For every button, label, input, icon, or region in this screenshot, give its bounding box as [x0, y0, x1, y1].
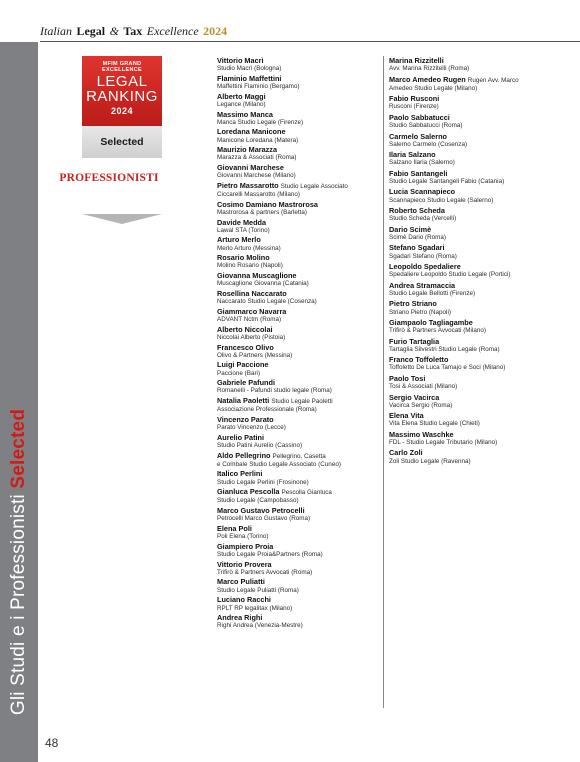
professional-name	[217, 290, 381, 298]
firm-name: Righi Andrea (Venezia-Mestre)	[217, 622, 303, 630]
professional-name-text: Luigi Paccione	[217, 360, 269, 370]
list-item	[217, 488, 381, 505]
badge-brand-logo: MFIM GRAND EXCELLENCE	[102, 61, 142, 73]
list-item	[217, 219, 381, 235]
professional-name-text: Italico Perlini	[217, 469, 263, 479]
badge-ribbon-fold	[82, 214, 162, 224]
professional-name	[217, 128, 381, 136]
badge-status: Selected	[82, 126, 162, 158]
badge-title-line1: LEGAL	[96, 73, 148, 90]
badge-title	[82, 74, 162, 104]
list-item	[217, 561, 381, 577]
list-item	[217, 578, 381, 594]
header-legal: Legal	[76, 24, 106, 38]
list-item	[217, 128, 381, 144]
firm-name: Avv. Marina Rizzitelli (Roma)	[389, 65, 470, 73]
professional-name-text: Leopoldo Spedaliere	[389, 262, 461, 272]
professional-name-text: Pietro Striano	[389, 299, 437, 309]
header-tax: Tax	[123, 24, 143, 38]
header-excellence: Excellence	[146, 24, 199, 38]
firm-name: Salzano Ilaria (Salerno)	[389, 159, 455, 167]
firm-name-start: Studio Legale Paoletti	[271, 398, 333, 406]
professional-name-text: Marina Rizzitelli	[389, 56, 444, 65]
page-header	[40, 22, 580, 42]
list-item	[217, 525, 381, 541]
professional-name-text: Carmelo Salerno	[389, 131, 447, 141]
professional-name	[389, 356, 554, 364]
list-item	[389, 300, 554, 316]
professional-name	[217, 397, 381, 406]
professional-name	[217, 111, 381, 119]
professional-name	[217, 164, 381, 172]
professional-name	[217, 236, 381, 244]
firm-name: Poli Elena (Torino)	[217, 533, 269, 541]
professional-name-text: Arturo Merlo	[217, 235, 261, 245]
professional-name	[389, 133, 554, 141]
firm-name: Ciccarelli Massarotto (Milano)	[217, 191, 300, 199]
professional-name	[217, 308, 381, 316]
firm-name: Vita Elena Studio Legale (Chieti)	[389, 420, 480, 428]
firm-name: Romanelli - Pafundi studio legale (Roma)	[217, 387, 332, 395]
header-year: 2024	[203, 24, 228, 38]
professional-name-text: Andrea Righi	[217, 613, 263, 623]
professional-name	[389, 338, 554, 346]
list-item	[217, 290, 381, 306]
firm-name: e Combale Studio Legale Associato (Cuneo)	[217, 460, 341, 468]
list-item	[389, 356, 554, 372]
professional-name-text: Maurizio Marazza	[217, 145, 278, 155]
list-item	[217, 93, 381, 109]
list-item	[217, 507, 381, 523]
professional-name-text: Aurelio Patini	[217, 432, 265, 442]
professional-name-text: Dario Scimè	[389, 224, 432, 234]
professional-name	[217, 470, 381, 478]
firm-name: Studio Sabbatucci (Roma)	[389, 122, 463, 130]
professional-name	[217, 219, 381, 227]
list-item	[389, 95, 554, 111]
professional-name-text: Marco Amedeo Rugen	[389, 74, 466, 84]
professional-name	[389, 57, 554, 65]
firm-name: Trifirò & Partners Avvocati (Roma)	[217, 568, 313, 576]
firm-name: Studio Macrì (Bologna)	[217, 65, 282, 73]
firm-name-start: Rugen Avv. Marco	[467, 76, 519, 84]
list-item	[389, 133, 554, 149]
list-item	[389, 114, 554, 130]
professional-name-text: Andrea Stramaccia	[389, 280, 456, 290]
professional-name	[389, 244, 554, 252]
list-item	[389, 375, 554, 391]
firm-name: Maffettini Flaminio (Bergamo)	[217, 83, 300, 91]
sidebar-text: Gli Studi e i Professionisti	[8, 494, 29, 716]
professional-name	[217, 434, 381, 442]
list-item	[217, 543, 381, 559]
list-item	[389, 57, 554, 73]
firm-name: Trifirò & Partners Avvocati (Milano)	[389, 327, 486, 335]
professional-name-text: Luciano Racchi	[217, 595, 271, 605]
professional-name-text: Marco Puliatti	[217, 577, 265, 587]
list-item	[389, 449, 554, 465]
professional-name-text: Gabriele Pafundi	[217, 378, 275, 388]
list-item	[217, 344, 381, 360]
firm-name: RPLT RP legalitax (Milano)	[217, 604, 293, 612]
professional-name-text: Lucia Scannapieco	[389, 187, 456, 197]
firm-name: Lawal STA (Torino)	[217, 226, 270, 234]
firm-name: Vacirca Sergio (Roma)	[389, 401, 453, 409]
firm-name: Naccarato Studio Legale (Cosenza)	[217, 298, 317, 306]
list-item	[217, 272, 381, 288]
column-divider	[383, 56, 384, 708]
professional-name-text: Flaminio Maffettini	[217, 73, 282, 83]
professional-name	[217, 254, 381, 262]
professional-name-text: Elena Vita	[389, 411, 424, 421]
professional-name	[389, 263, 554, 271]
professional-name	[217, 561, 381, 569]
professional-name-text: Aldo Pellegrino	[217, 450, 271, 460]
professional-name	[389, 375, 554, 383]
firm-name: Amedeo Studio Legale (Milano)	[389, 84, 478, 92]
professional-name-text: Davide Medda	[217, 217, 267, 227]
page-number: 48	[45, 736, 59, 750]
professional-name	[217, 614, 381, 622]
list-item	[389, 431, 554, 447]
list-item	[217, 614, 381, 630]
list-item	[217, 361, 381, 377]
list-item	[217, 452, 381, 469]
professional-name	[217, 525, 381, 533]
professional-name-text: Loredana Manicone	[217, 127, 286, 137]
list-item	[389, 412, 554, 428]
list-item	[217, 236, 381, 252]
header-amp: &	[109, 24, 119, 38]
list-item	[217, 596, 381, 612]
vertical-sidebar	[0, 42, 38, 762]
professional-name-text: Paolo Tosi	[389, 373, 426, 383]
professional-name	[389, 95, 554, 103]
list-item	[217, 434, 381, 450]
professional-name-text: Carlo Zoli	[389, 448, 423, 458]
list-item	[389, 338, 554, 354]
firm-name: Tosi & Associati (Milano)	[389, 383, 458, 391]
professional-name	[217, 543, 381, 551]
firm-name: Studio Legale Puliatti (Roma)	[217, 586, 299, 594]
professional-name-text: Cosimo Damiano Mastrorosa	[217, 199, 318, 209]
professional-name	[389, 114, 554, 122]
list-item	[389, 151, 554, 167]
header-prefix: Italian	[40, 24, 72, 38]
professional-name-text: Stefano Sgadari	[389, 243, 445, 253]
professional-name	[389, 207, 554, 215]
firm-name: Tartaglia Silvestri Studio Legale (Roma)	[389, 345, 500, 353]
professional-name	[389, 319, 554, 327]
list-item	[217, 397, 381, 414]
firm-name: Striano Pietro (Napoli)	[389, 308, 451, 316]
firm-name: Spedaliere Leopoldo Studio Legale (Portici)	[389, 271, 511, 279]
firm-name: Salerno Carmelo (Cosenza)	[389, 140, 468, 148]
firm-name: Molino Rosario (Napoli)	[217, 262, 283, 270]
professional-name-text: Alberto Niccolai	[217, 324, 273, 334]
list-item	[217, 111, 381, 127]
firm-name: Manca Studio Legale (Firenze)	[217, 118, 304, 126]
professional-name	[389, 170, 554, 178]
professional-name	[389, 449, 554, 457]
firm-name: Manicone Loredana (Matera)	[217, 136, 299, 144]
firm-name: Giovanni Marchese (Milano)	[217, 172, 296, 180]
firm-name: Studio Legale (Campobasso)	[217, 497, 299, 505]
list-item	[389, 170, 554, 186]
badge-title-line2: RANKING	[86, 88, 158, 105]
professional-name-text: Vincenzo Parato	[217, 414, 274, 424]
list-item	[217, 308, 381, 324]
section-label: PROFESSIONISTI	[59, 172, 159, 184]
list-item	[389, 263, 554, 279]
professional-name-text: Alberto Maggi	[217, 91, 266, 101]
firm-name: Sgadari Stefano (Roma)	[389, 252, 457, 260]
firm-name: Merlo Arturo (Messina)	[217, 244, 281, 252]
professional-name-text: Marco Gustavo Petrocelli	[217, 506, 305, 516]
professional-name	[217, 578, 381, 586]
professional-name-text: Giampiero Proia	[217, 541, 274, 551]
professional-name-text: Franco Toffoletto	[389, 355, 449, 365]
list-item	[217, 57, 381, 73]
firm-name: Mastrorosa & partners (Barletta)	[217, 208, 307, 216]
professional-name	[389, 76, 554, 85]
list-item	[389, 76, 554, 93]
professional-name	[217, 452, 381, 461]
professional-name	[217, 379, 381, 387]
professional-name	[217, 344, 381, 352]
list-item	[389, 226, 554, 242]
firm-name: Olivo & Partners (Messina)	[217, 351, 293, 359]
list-item	[217, 379, 381, 395]
sidebar-highlight: Selected	[8, 408, 29, 489]
firm-name: Petrocelli Marco Gustavo (Roma)	[217, 515, 311, 523]
list-item	[217, 75, 381, 91]
firm-name: Studio Legale Santangeli Fabio (Catania)	[389, 178, 505, 186]
professional-name	[217, 488, 381, 497]
list-item	[389, 188, 554, 204]
list-item	[217, 201, 381, 217]
professional-name	[217, 146, 381, 154]
professional-name	[217, 416, 381, 424]
firm-name: Zoli Studio Legale (Ravenna)	[389, 457, 471, 465]
professional-name	[389, 226, 554, 234]
list-item	[389, 319, 554, 335]
professional-name-text: Furio Tartaglia	[389, 336, 440, 346]
professional-name	[217, 93, 381, 101]
professional-name	[389, 412, 554, 420]
professional-name	[389, 394, 554, 402]
firm-name: Legance (Milano)	[217, 100, 266, 108]
professional-name	[217, 507, 381, 515]
professional-name	[217, 361, 381, 369]
list-item	[389, 282, 554, 298]
professional-name	[217, 182, 381, 191]
professional-name-text: Elena Poli	[217, 523, 252, 533]
firm-name: Paccione (Bari)	[217, 369, 261, 377]
firm-name: Studio Legale Proia&Partners (Roma)	[217, 550, 323, 558]
firm-name-start: Pescolla Gianluca	[281, 489, 332, 497]
firm-name: Scannapieco Studio Legale (Salerno)	[389, 196, 494, 204]
firm-name: Scimè Dario (Roma)	[389, 233, 447, 241]
firm-name: Studio Scheda (Vercelli)	[389, 215, 457, 223]
professional-name-text: Giovanni Marchese	[217, 163, 284, 173]
professional-name	[389, 431, 554, 439]
professional-name	[217, 596, 381, 604]
firm-name: Studio Legale Bellotti (Firenze)	[389, 289, 476, 297]
firm-name: FDL - Studio Legale Tributario (Milano)	[389, 439, 498, 447]
firm-name-start: Pellegrino, Casetta	[272, 452, 326, 460]
professional-name-text: Vittorio Provera	[217, 559, 272, 569]
professional-name	[217, 75, 381, 83]
badge-year: 2024	[110, 106, 134, 116]
firm-name: ADVANT Nctm (Roma)	[217, 316, 282, 324]
firm-name: Associazione Professionale (Roma)	[217, 406, 317, 414]
professional-name-text: Paolo Sabbatucci	[389, 112, 450, 122]
professional-name-text: Sergio Vacirca	[389, 392, 440, 402]
list-item	[217, 326, 381, 342]
professional-name-text: Gianluca Pescolla	[217, 487, 280, 497]
professional-name-text: Giampaolo Tagliagambe	[389, 317, 473, 327]
professional-name-text: Roberto Scheda	[389, 206, 445, 216]
list-item	[217, 146, 381, 162]
professional-name	[389, 151, 554, 159]
professional-name	[389, 300, 554, 308]
firm-name: Niccolai Alberto (Pistoia)	[217, 333, 286, 341]
firm-name: Studio Legale Perlini (Frosinone)	[217, 478, 309, 486]
professional-name-text: Pietro Massarotto	[217, 180, 279, 190]
legal-ranking-badge	[82, 56, 162, 158]
professional-name	[217, 57, 381, 65]
list-item	[217, 254, 381, 270]
professional-name-text: Fabio Santangeli	[389, 168, 448, 178]
professional-name	[217, 201, 381, 209]
firm-name: Studio Patini Aurelio (Cassino)	[217, 441, 303, 449]
list-item	[217, 416, 381, 432]
professional-name	[389, 282, 554, 290]
professional-name-text: Giammarco Navarra	[217, 306, 287, 316]
list-item	[389, 244, 554, 260]
professional-name-text: Rosellina Naccarato	[217, 288, 287, 298]
firm-name: Marazza & Associati (Roma)	[217, 154, 297, 162]
list-item	[389, 207, 554, 223]
professional-name	[217, 326, 381, 334]
sidebar-title	[8, 409, 30, 715]
firm-name: Muscaglione Giovanna (Catania)	[217, 280, 309, 288]
professional-name	[389, 188, 554, 196]
right-column-list	[389, 57, 554, 468]
list-item	[217, 182, 381, 199]
professional-name-text: Francesco Olivo	[217, 342, 274, 352]
professional-name-text: Natalia Paoletti	[217, 396, 270, 406]
left-column-list	[217, 57, 381, 632]
list-item	[217, 470, 381, 486]
professional-name-text: Fabio Rusconi	[389, 94, 440, 104]
professional-name-text: Rosario Molino	[217, 253, 270, 263]
list-item	[217, 164, 381, 180]
professional-name-text: Giovanna Muscaglione	[217, 271, 297, 281]
firm-name: Parato Vincenzo (Lecce)	[217, 424, 286, 432]
firm-name: Rusconi (Firenze)	[389, 103, 439, 111]
firm-name-start: Studio Legale Associato	[280, 182, 348, 190]
professional-name-text: Ilaria Salzano	[389, 150, 436, 160]
firm-name: Toffoletto De Luca Tamajo e Soci (Milano)	[389, 364, 506, 372]
professional-name-text: Massimo Manca	[217, 109, 273, 119]
professional-name-text: Vittorio Macrì	[217, 56, 264, 65]
professional-name-text: Massimo Waschke	[389, 429, 454, 439]
professional-name	[217, 272, 381, 280]
list-item	[389, 394, 554, 410]
